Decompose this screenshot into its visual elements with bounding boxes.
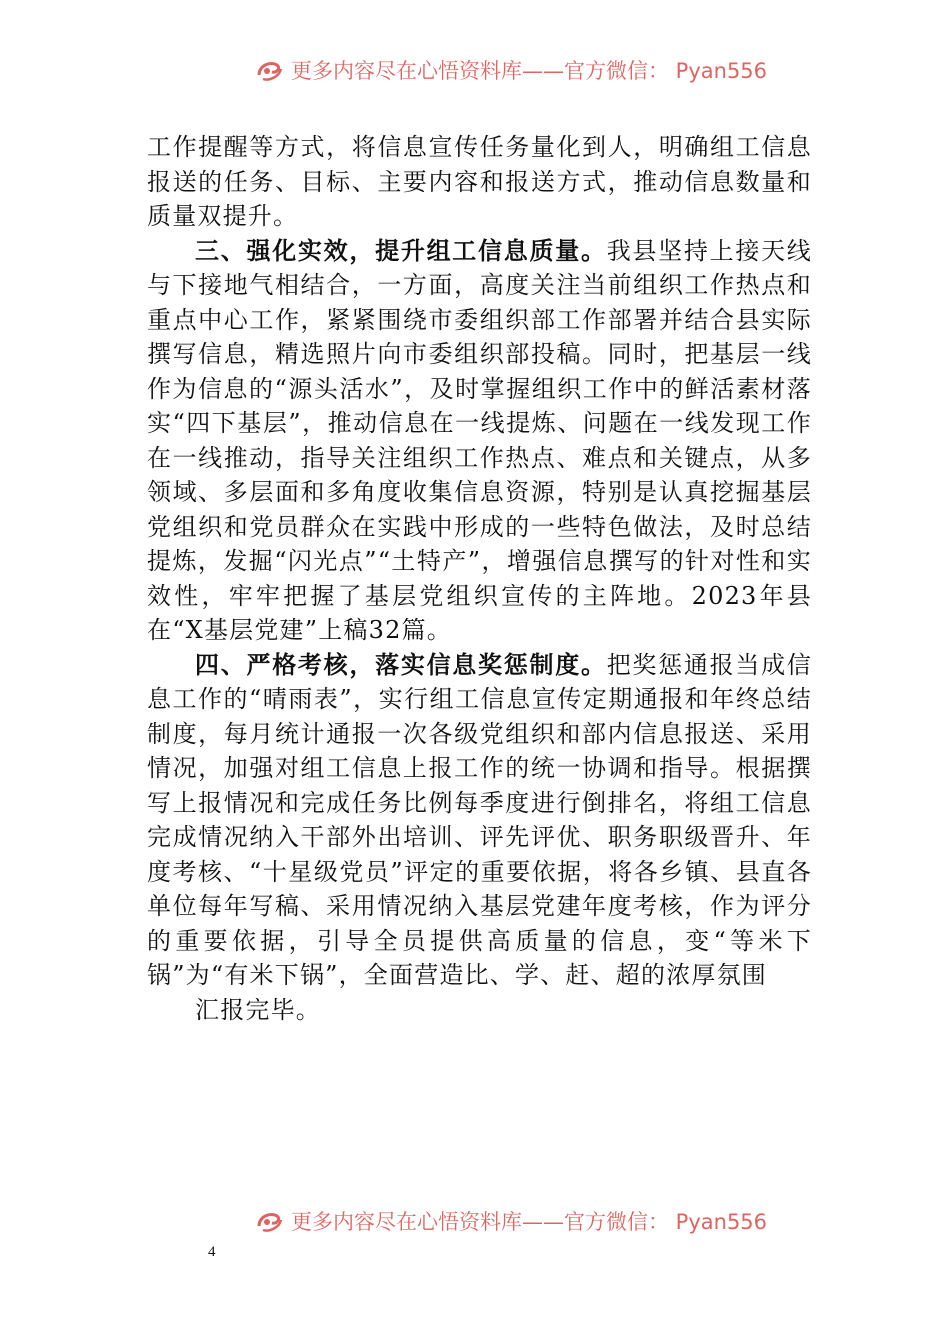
paragraph-body: 我县坚持上接天线与下接地气相结合，一方面，高度关注当前组织工作热点和重点中心工作，紧紧围绕市委组织部工作部署并结合县实际撰写信息，精选照片向市委组织部投稿。同时，把基层一线作为信息的“源头活水”，及时掌握组织工作中的鲜活素材落实“四下基层”，推动信息在一线提炼、问题在一线发现工作在一线推动，指导关注组织工作热点、难点和关键点，从多领域、多层面和多角度收集信息资源，特别是认真挖掘基层党组织和党员群众在实践中形成的一些特色做法，及时总结提炼，发掘“闪光点”“土特产”，增强信息撰写的针对性和实效性，牢牢把握了基层党组织宣传的主阵地。2023年县在“X基层党建”上稿32篇。 [147,236,812,644]
watermark-header [255,56,775,84]
swirl-logo-icon [255,57,285,83]
paragraph-closing [147,993,812,1028]
swirl-logo-icon [255,1208,285,1234]
paragraph-body: 把奖惩通报当成信息工作的“晴雨表”，实行组工信息宣传定期通报和年终总结制度，每月统计通报一次各级党组织和部内信息报送、采用情况，加强对组工信息上报工作的统一协调和指导。根据撰写上报情况和完成任务比例每季度进行倒排名，将组工信息完成情况纳入干部外出培训、评先评优、职务职级晋升、年度考核、“十星级党员”评定的重要依据，将各乡镇、县直各单位每年写稿、采用情况纳入基层党建年度考核，作为评分的重要依据，引导全员提供高质量的信息，变“等米下锅”为“有米下锅”，全面营造比、学、赶、超的浓厚氛围 [147,650,812,989]
paragraph-body: 工作提醒等方式，将信息宣传任务量化到人，明确组工信息报送的任务、目标、主要内容和报送方式，推动信息数量和质量双提升。 [147,133,812,230]
watermark-footer [255,1207,775,1235]
document-body [147,130,812,1027]
page-number: 4 [208,1244,216,1260]
watermark-text: 更多内容尽在心悟资料库——官方微信： Pyan556 [291,1210,768,1234]
paragraph-continuation [147,130,812,234]
watermark-text: 更多内容尽在心悟资料库——官方微信： Pyan556 [291,59,768,83]
section-heading: 四、严格考核，落实信息奖惩制度。 [195,649,607,679]
paragraph-body: 汇报完毕。 [195,995,321,1024]
paragraph-section-4 [147,648,812,993]
section-heading: 三、强化实效，提升组工信息质量。 [195,235,607,265]
paragraph-section-3 [147,234,812,648]
